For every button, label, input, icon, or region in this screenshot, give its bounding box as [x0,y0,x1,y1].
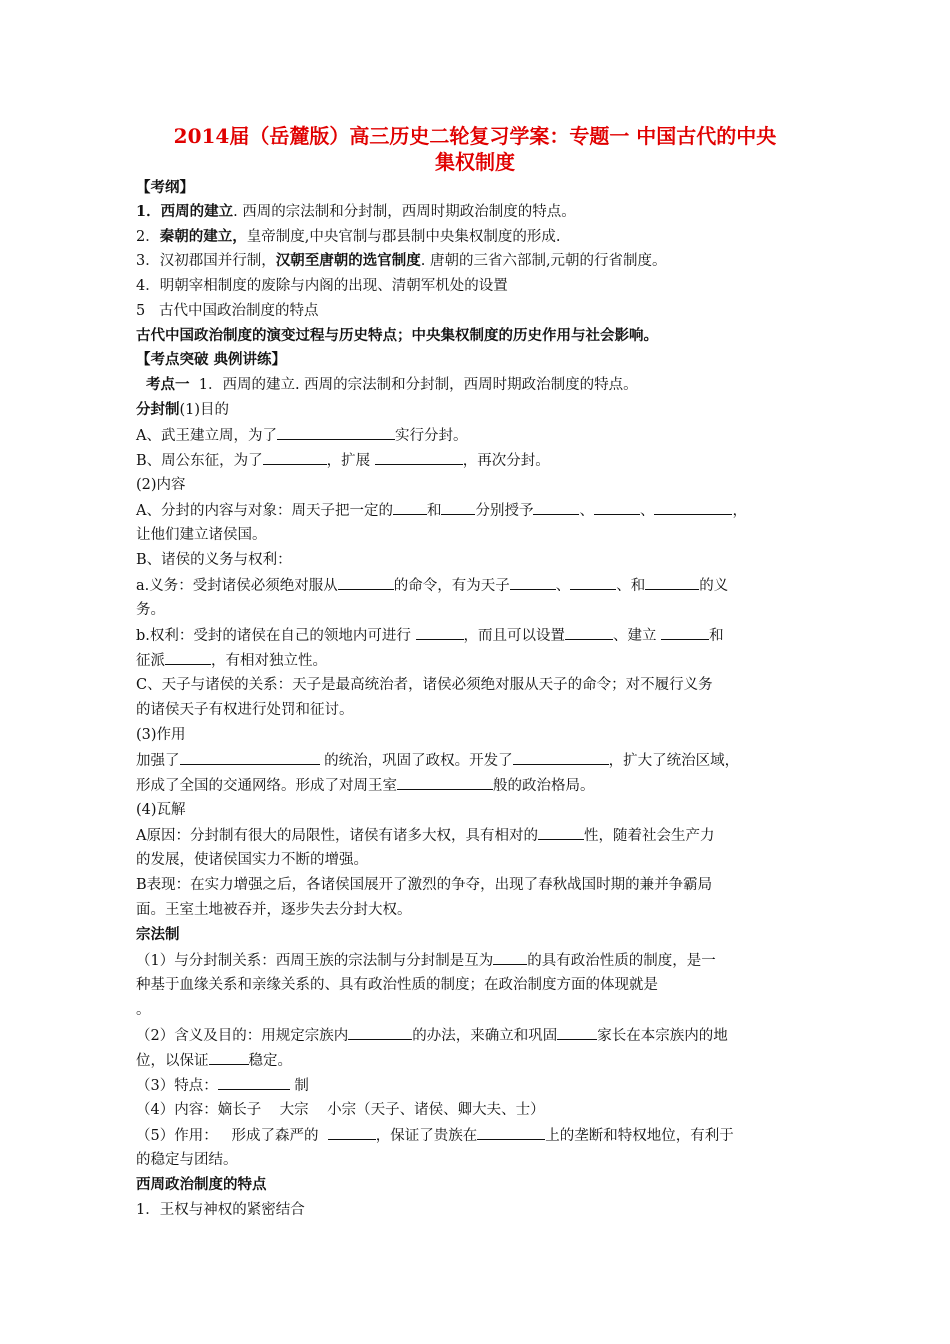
answer-blank[interactable] [348,1025,412,1040]
answer-blank[interactable] [397,775,493,790]
kaogang-item-2: 2．秦朝的建立，皇帝制度,中央官制与郡县制中央集权制度的形成. [136,228,561,245]
fenfeng-content-a: A、分封的内容与对象：周天子把一定的 和 分别授予 、 、 ， [136,500,826,521]
zongfa-meaning: （2）含义及目的：用规定宗族内 的办法，来确立和巩固 家长在本宗族内的地 [136,1025,826,1046]
answer-blank[interactable] [565,625,613,640]
zongfa-relation-cont: 种基于血缘关系和亲缘关系的、具有政治性质的制度；在政治制度方面的体现就是 [136,977,658,993]
kaogang-item-3: 3．汉初郡国并行制，汉朝至唐朝的选官制度. 唐朝的三省六部制,元朝的行省制度。 [136,252,667,269]
kaogang-item-1: 1．西周的建立. 西周的宗法制和分封制，西周时期政治制度的特点。 [136,203,576,220]
answer-blank[interactable] [538,825,584,840]
fenfeng-right-cont: 征派 ，有相对独立性。 [136,650,826,671]
fenfeng-duty: a.义务：受封诸侯必须绝对服从 的命令，有为天子 、 、和 的义 [136,575,826,596]
answer-blank[interactable] [594,500,640,515]
features-item-1: 1．王权与神权的紧密结合 [136,1202,305,1218]
answer-blank[interactable] [338,575,394,590]
fenfeng-effect-1: 加强了 的统治，巩固了政权。开发了 ，扩大了统治区域， [136,750,826,771]
fenfeng-collapse-heading: (4)瓦解 [136,802,186,818]
fenfeng-effect-2: 形成了全国的交通网络。形成了对周王室 般的政治格局。 [136,775,826,796]
fenfeng-collapse-a-cont: 的发展，使诸侯国实力不断的增强。 [136,852,368,868]
answer-blank[interactable] [328,1125,376,1140]
answer-blank[interactable] [209,1050,249,1065]
answer-blank[interactable] [180,750,320,765]
answer-blank[interactable] [570,575,616,590]
zongfa-heading: 宗法制 [136,926,180,943]
zongfa-meaning-cont: 位，以保证 稳定。 [136,1050,826,1071]
answer-blank[interactable] [533,500,579,515]
fenfeng-effect-heading: (3)作用 [136,727,186,743]
zongfa-effect: （5）作用： 形成了森严的 ，保证了贵族在 上的垄断和特权地位，有利于 [136,1125,826,1146]
fenfeng-content-b: B、诸侯的义务与权利： [136,552,292,568]
fenfeng-relation: C、天子与诸侯的关系：天子是最高统治者，诸侯必须绝对服从天子的命令；对不履行义务 [136,677,713,693]
answer-blank[interactable] [165,650,211,665]
fenfeng-content-a-cont: 让他们建立诸侯国。 [136,527,267,543]
answer-blank[interactable] [263,450,327,465]
answer-blank[interactable] [375,450,463,465]
features-heading: 西周政治制度的特点 [136,1176,267,1193]
kaogang-summary: 古代中国政治制度的演变过程与历史特点；中央集权制度的历史作用与社会影响。 [136,327,658,344]
zongfa-feature: （3）特点： 制 [136,1075,826,1096]
answer-blank[interactable] [393,500,427,515]
fenfeng-right: b.权利：受封的诸侯在自己的领地内可进行 ，而且可以设置 、建立 和 [136,625,826,646]
kaogang-heading: 【考纲】 [136,179,194,196]
zongfa-relation: （1）与分封制关系：西周王族的宗法制与分封制是互为 的具有政治性质的制度，是一 [136,950,826,971]
fenfeng-collapse-a: A原因：分封制有很大的局限性，诸侯有诸多大权，具有相对的 性，随着社会生产力 [136,825,826,846]
answer-blank[interactable] [513,750,609,765]
document-title-line2: 集权制度 [435,150,515,174]
fenfeng-content-heading: (2)内容 [136,477,186,493]
answer-blank[interactable] [277,425,395,440]
answer-blank[interactable] [493,950,527,965]
answer-blank[interactable] [654,500,732,515]
answer-blank[interactable] [557,1025,597,1040]
fenfeng-purpose-b: B、周公东征，为了 ，扩展 ，再次分封。 [136,450,826,471]
answer-blank[interactable] [645,575,699,590]
answer-blank[interactable] [510,575,556,590]
kaogang-item-5: 5 古代中国政治制度的特点 [136,303,319,319]
fenfeng-heading: 分封制(1)目的 [136,401,230,418]
fenfeng-duty-cont: 务。 [136,602,165,618]
zongfa-relation-end: 。 [136,1002,151,1018]
zongfa-effect-cont: 的稳定与团结。 [136,1152,238,1168]
fenfeng-relation-cont: 的诸侯天子有权进行处罚和征讨。 [136,702,354,718]
answer-blank[interactable] [661,625,709,640]
fenfeng-collapse-b-cont: 面。王室土地被吞并，逐步失去分封大权。 [136,902,412,918]
fenfeng-purpose-a: A、武王建立周，为了 实行分封。 [136,425,826,446]
answer-blank[interactable] [441,500,475,515]
answer-blank[interactable] [477,1125,545,1140]
fenfeng-collapse-b: B表现：在实力增强之后，各诸侯国展开了激烈的争夺，出现了春秋战国时期的兼并争霸局 [136,877,713,893]
section-heading: 【考点突破 典例讲练】 [136,351,287,368]
zongfa-content: （4）内容：嫡长子 大宗 小宗（天子、诸侯、卿大夫、士） [136,1102,545,1118]
point-1: 考点一 1．西周的建立. 西周的宗法制和分封制，西周时期政治制度的特点。 [146,376,638,393]
answer-blank[interactable] [416,625,464,640]
kaogang-item-4: 4．明朝宰相制度的废除与内阁的出现、清朝军机处的设置 [136,278,508,294]
answer-blank[interactable] [218,1075,290,1090]
document-title-line1: 2014届（岳麓版）高三历史二轮复习学案：专题一 中国古代的中央 [173,124,777,148]
